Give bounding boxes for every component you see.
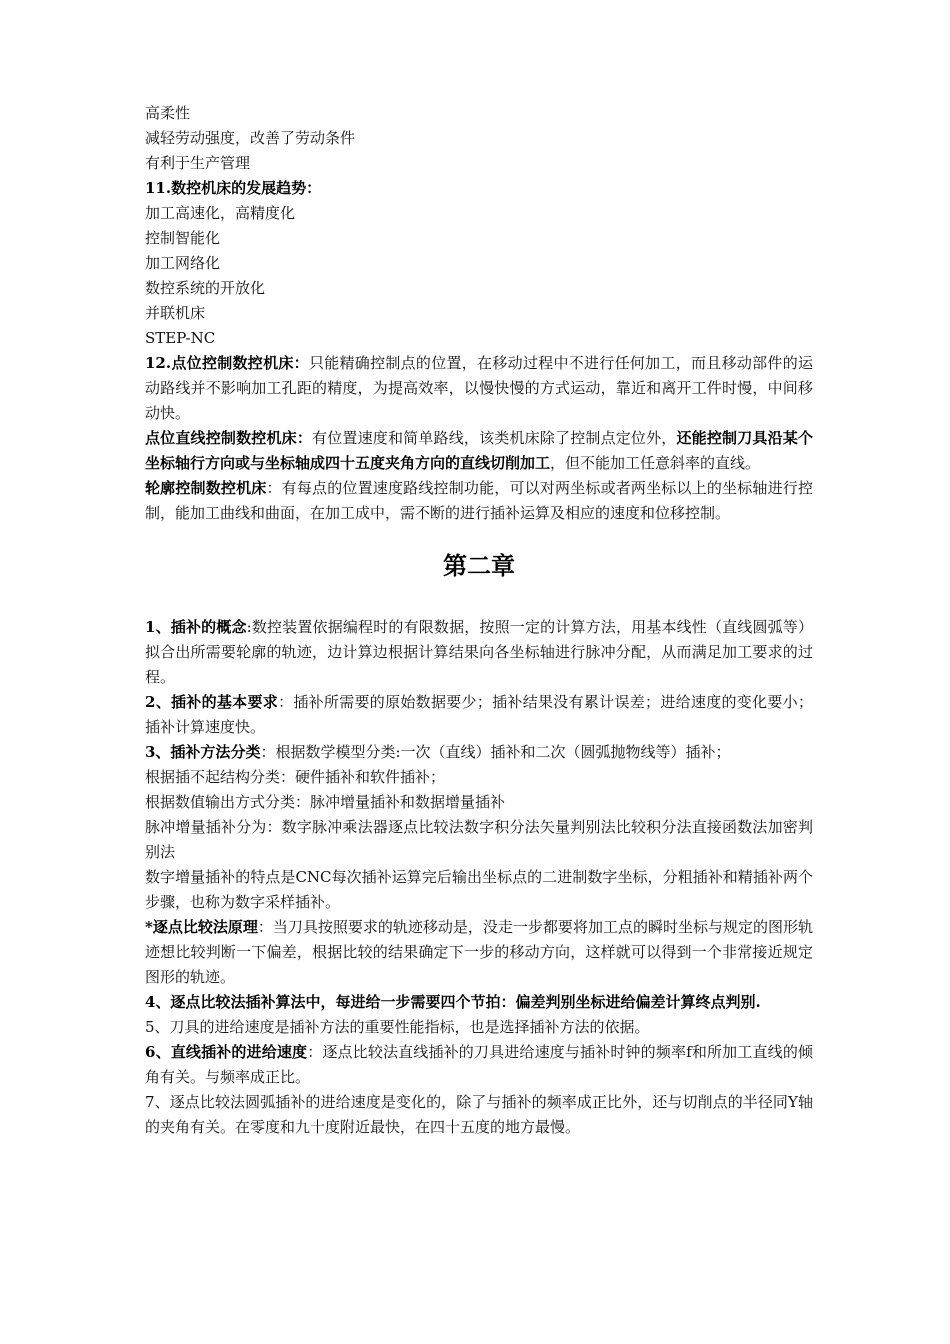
term-label: 6、直线插补的进给速度 <box>145 1043 308 1061</box>
paragraph-arc-feed-speed: 7、逐点比较法圆弧插补的进给速度是变化的，除了与插补的频率成正比外，还与切削点的半径同Y轴的夹角有关。在零度和九十度附近最快，在四十五度的地方最慢。 <box>145 1093 813 1136</box>
term-label: 1、插补的概念 <box>145 618 247 636</box>
term-label: *逐点比较法原理 <box>145 918 258 936</box>
document-page <box>145 101 813 1140</box>
list-item: 高柔性 <box>145 104 191 122</box>
list-item: STEP-NC <box>145 329 216 347</box>
paragraph-method-classification <box>145 740 813 765</box>
text-line: 根据插不起结构分类：硬件插补和软件插补； <box>145 768 446 786</box>
emphasis-text: 还能控制刀具沿某个坐标轴行方向或与坐标轴成四十五度夹角方向的直线切削加工 <box>145 429 813 472</box>
paragraph-feed-speed: 5、刀具的进给速度是插补方法的重要性能指标，也是选择插补方法的依据。 <box>145 1018 650 1036</box>
paragraph-contour-control <box>145 476 813 526</box>
term-label: 轮廓控制数控机床 <box>145 479 267 497</box>
term-label: 12.点位控制数控机床： <box>145 354 309 372</box>
paragraph-text: :数控装置依据编程时的有限数据，按照一定的计算方法，用基本线性（直线圆弧等）拟合出所需要轮廓的轨迹，边计算边根据计算结果向各坐标轴进行脉冲分配，从而满足加工要求的过程。 <box>145 618 813 686</box>
paragraph-four-beats <box>145 990 813 1015</box>
list-item: 加工网络化 <box>145 254 221 272</box>
paragraph-text: ：当刀具按照要求的轨迹移动是，没走一步都要将加工点的瞬时坐标与规定的图形轨迹想比较判断一下偏差，根据比较的结果确定下一步的移动方向，这样就可以得到一个非常接近规定图形的轨迹。 <box>145 918 813 986</box>
term-label: 点位直线控制数控机床： <box>145 429 313 447</box>
paragraph-data-increment: 数字增量插补的特点是CNC每次插补运算完后输出坐标点的二进制数字坐标，分粗插补和精插补两个步骤，也称为数字采样插补。 <box>145 868 813 911</box>
paragraph-text: 只能精确控制点的位置，在移动过程中不进行任何加工，而且移动部件的运动路线并不影响加工孔距的精度，为提高效率，以慢快慢的方式运动，靠近和离开工件时慢，中间移动快。 <box>145 354 813 422</box>
paragraph-line-control <box>145 426 813 476</box>
paragraph-point-comparison-principle <box>145 915 813 990</box>
paragraph-text: ，但不能加工任意斜率的直线。 <box>550 454 761 472</box>
term-label: 3、插补方法分类 <box>145 743 261 761</box>
paragraph-text: 有位置速度和简单路线，该类机床除了控制点定位外， <box>312 429 677 447</box>
paragraph-linear-feed-speed <box>145 1040 813 1090</box>
section-heading-text: 11.数控机床的发展趋势： <box>145 179 322 197</box>
emphasis-text: 4、逐点比较法插补算法中，每进给一步需要四个节拍：偏差判别坐标进给偏差计算终点判别. <box>145 993 761 1011</box>
text-line: 根据数值输出方式分类：脉冲增量插补和数据增量插补 <box>145 793 506 811</box>
list-item: 加工高速化，高精度化 <box>145 204 296 222</box>
paragraph-interpolation-concept <box>145 615 813 690</box>
list-item: 有利于生产管理 <box>145 154 251 172</box>
paragraph-text: ：逐点比较法直线插补的刀具进给速度与插补时钟的频率f和所加工直线的倾角有关。与频率成正比。 <box>145 1043 813 1086</box>
paragraph-pulse-increment: 脉冲增量插补分为：数字脉冲乘法器逐点比较法数字积分法矢量判别法比较积分法直接函数法加密判别法 <box>145 818 813 861</box>
list-item: 并联机床 <box>145 304 206 322</box>
paragraph-text: ：插补所需要的原始数据要少；插补结果没有累计误差；进给速度的变化要小；插补计算速度快。 <box>145 693 813 736</box>
paragraph-basic-requirements <box>145 690 813 740</box>
term-label: 2、插补的基本要求 <box>145 693 279 711</box>
list-item: 控制智能化 <box>145 229 221 247</box>
chapter-title: 第二章 <box>443 552 515 580</box>
list-item: 减轻劳动强度，改善了劳动条件 <box>145 129 356 147</box>
list-item: 数控系统的开放化 <box>145 279 266 297</box>
paragraph-point-control <box>145 351 813 426</box>
section-heading-trends <box>145 176 813 201</box>
paragraph-text: ：根据数学模型分类:一次（直线）插补和二次（圆弧抛物线等）插补； <box>260 743 731 761</box>
paragraph-text: ：有每点的位置速度路线控制功能，可以对两坐标或者两坐标以上的坐标轴进行控制，能加工曲线和曲面，在加工成中，需不断的进行插补运算及相应的速度和位移控制。 <box>145 479 813 522</box>
